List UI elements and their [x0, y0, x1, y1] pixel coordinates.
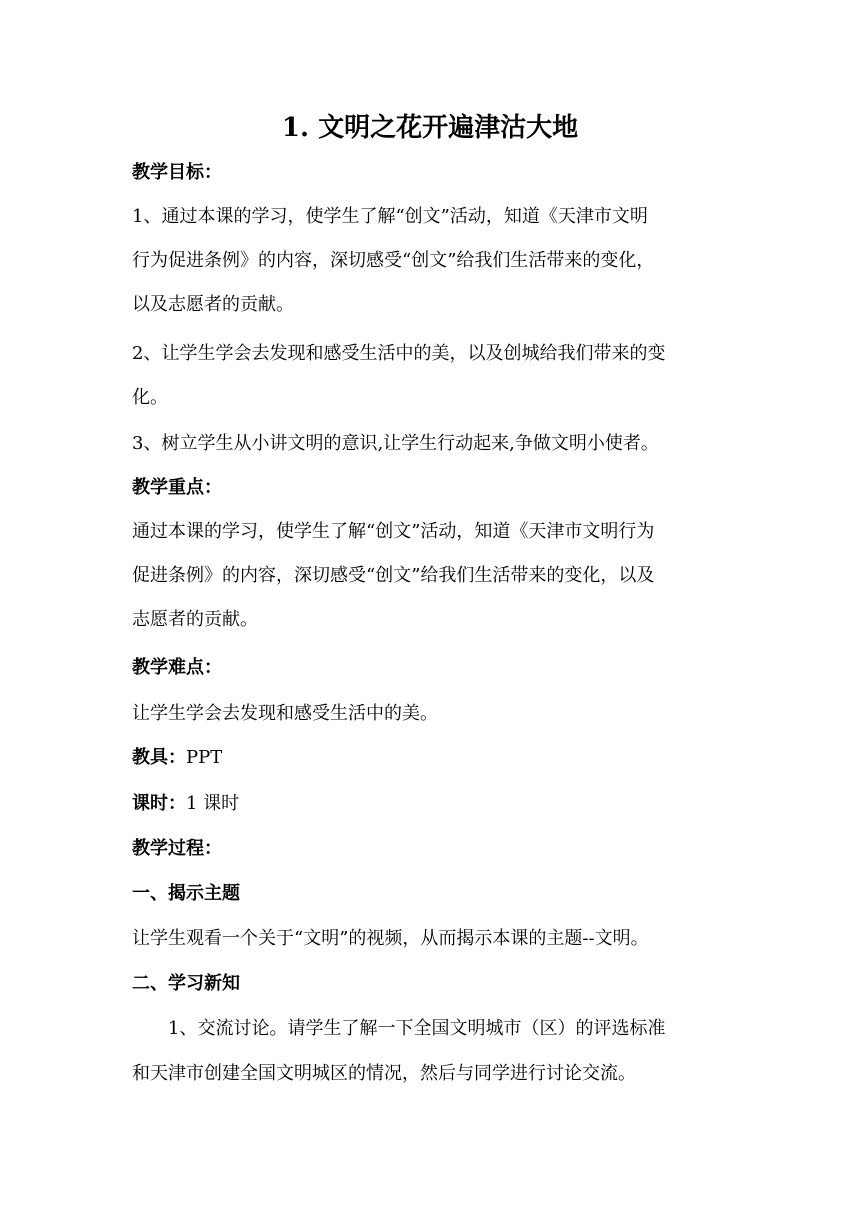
section-2-line-2: 和天津市创建全国文明城区的情况，然后与同学进行讨论交流。	[132, 1063, 636, 1084]
hours-value: 1 课时	[186, 793, 240, 814]
key-points-heading: 教学重点：	[132, 477, 222, 498]
section-2-line-1: 1、交流讨论。请学生了解一下全国文明城市（区）的评选标准	[168, 1018, 666, 1039]
key-points-line-2: 促进条例》的内容，深切感受“创文”给我们生活带来的变化，以及	[132, 565, 655, 586]
process-heading: 教学过程：	[132, 838, 222, 859]
section-1-line-1: 让学生观看一个关于“文明”的视频，从而揭示本课的主题--文明。	[132, 928, 649, 949]
difficulty-line-1: 让学生学会去发现和感受生活中的美。	[132, 703, 438, 724]
difficulty-heading: 教学难点：	[132, 657, 222, 678]
hours-label: 课时：	[132, 793, 186, 814]
tools-value: PPT	[186, 747, 223, 768]
objective-1-line-2: 行为促进条例》的内容，深切感受“创文”给我们生活带来的变化，	[132, 250, 655, 271]
document-title: 1. 文明之花开遍津沽大地	[281, 113, 579, 143]
tools-line	[132, 744, 732, 772]
section-2-heading: 二、学习新知	[132, 973, 240, 994]
key-points-line-1: 通过本课的学习，使学生了解“创文”活动，知道《天津市文明行为	[132, 521, 655, 542]
objective-1-line-1: 1、通过本课的学习，使学生了解“创文”活动，知道《天津市文明	[132, 206, 648, 227]
objective-2-line-2: 化。	[132, 387, 168, 408]
objective-2-line-1: 2、让学生学会去发现和感受生活中的美，以及创城给我们带来的变	[132, 343, 666, 364]
objectives-heading: 教学目标：	[132, 162, 222, 183]
objective-3-line-1: 3、树立学生从小讲文明的意识,让学生行动起来,争做文明小使者。	[132, 433, 659, 454]
objective-1-line-3: 以及志愿者的贡献。	[132, 294, 294, 315]
key-points-line-3: 志愿者的贡献。	[132, 609, 258, 630]
hours-line	[132, 790, 732, 818]
section-1-heading: 一、揭示主题	[132, 883, 240, 904]
tools-label: 教具：	[132, 747, 186, 768]
